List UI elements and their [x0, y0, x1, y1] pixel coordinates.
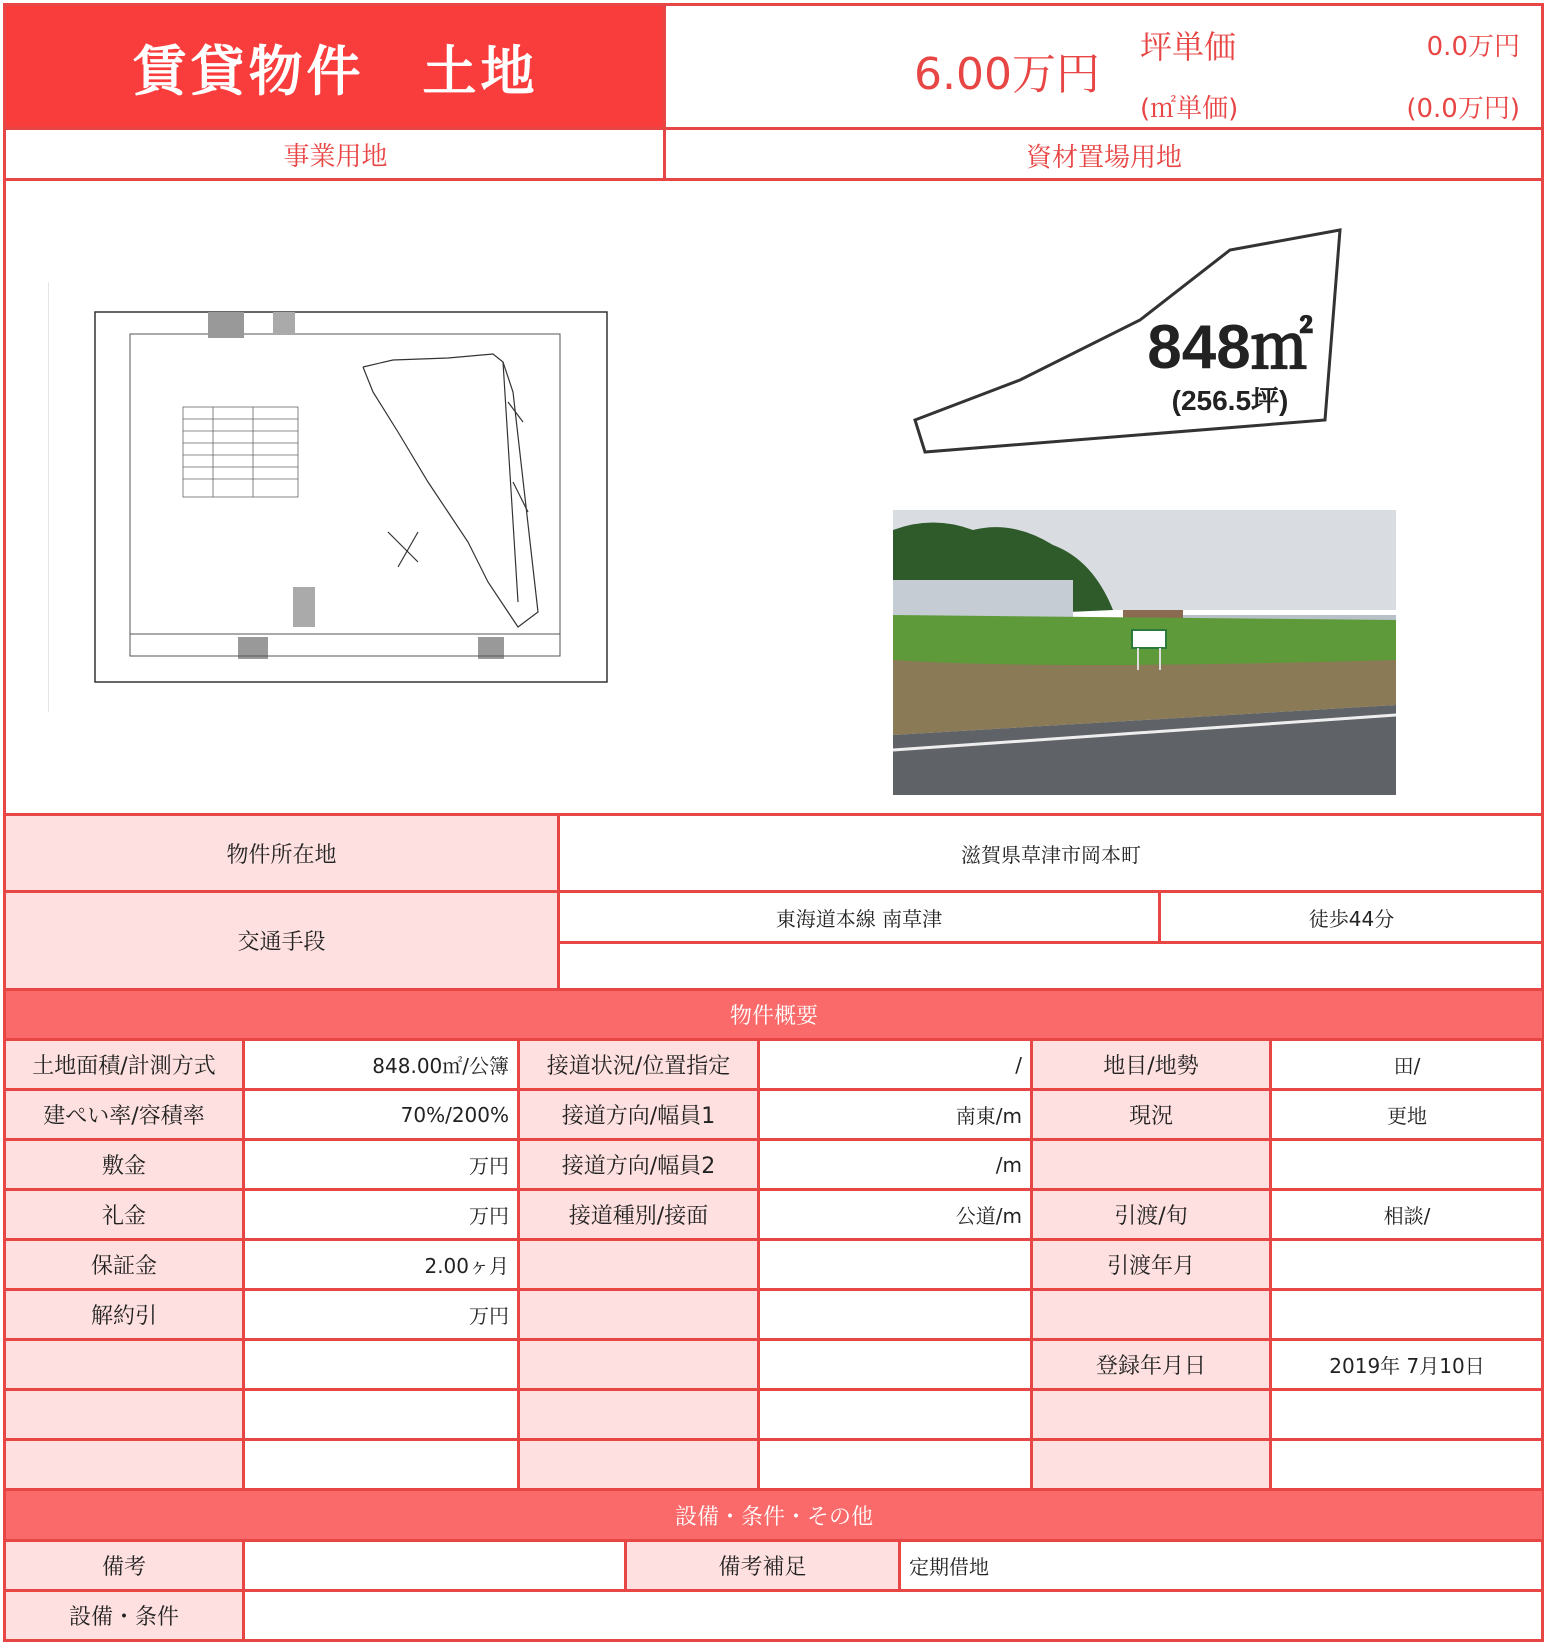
tsubo-price-label: 坪単価 — [1140, 28, 1237, 66]
overview-label-a: 敷金 — [6, 1141, 242, 1188]
overview-value-a — [245, 1341, 517, 1388]
location-value: 滋賀県草津市岡本町 — [961, 842, 1141, 867]
overview-label-b — [520, 1241, 757, 1288]
overview-value-c: 相談/ — [1383, 1204, 1431, 1228]
overview-label-b: 接道種別/接面 — [520, 1191, 757, 1238]
overview-value-a: 万円 — [469, 1204, 509, 1228]
overview-title: 物件概要 — [6, 991, 1542, 1038]
overview-value-b: /m — [995, 1152, 1022, 1177]
m2-price-label: (㎡単価) — [1140, 94, 1239, 124]
m2-price-value: (0.0万円) — [1406, 94, 1520, 124]
rent-price: 6.00万円 — [914, 49, 1100, 100]
overview-label-c — [1033, 1291, 1269, 1338]
overview-label-a — [6, 1391, 242, 1438]
survey-plan-image — [48, 282, 662, 712]
overview-label-a: 保証金 — [6, 1241, 242, 1288]
overview-value-b: / — [1015, 1052, 1022, 1077]
overview-label-c — [1033, 1141, 1269, 1188]
land-shape-diagram — [900, 220, 1360, 460]
overview-label-c: 引渡/旬 — [1033, 1191, 1269, 1238]
overview-label-b: 接道方向/幅員2 — [520, 1141, 757, 1188]
tsubo-price-value: 0.0万円 — [1426, 32, 1520, 62]
overview-label-a: 土地面積/計測方式 — [6, 1041, 242, 1088]
overview-value-c: 2019年 7月10日 — [1329, 1354, 1485, 1378]
listing-title: 賃貸物件 土地 — [6, 6, 665, 129]
overview-value-b — [760, 1391, 1030, 1438]
overview-label-c: 引渡年月 — [1033, 1241, 1269, 1288]
overview-label-b — [520, 1391, 757, 1438]
overview-value-c: 田/ — [1393, 1054, 1421, 1078]
overview-label-b — [520, 1441, 757, 1488]
overview-label-a — [6, 1341, 242, 1388]
overview-label-a — [6, 1441, 242, 1488]
overview-value-b: 南東/m — [955, 1104, 1022, 1128]
remarks-extra-value: 定期借地 — [909, 1555, 989, 1579]
overview-label-b — [520, 1291, 757, 1338]
overview-label-c: 現況 — [1033, 1091, 1269, 1138]
transport-label: 交通手段 — [6, 893, 557, 988]
overview-value-c — [1272, 1141, 1542, 1188]
remarks-extra-label: 備考補足 — [627, 1542, 898, 1589]
site-photo — [893, 510, 1396, 795]
overview-label-b: 接道状況/位置指定 — [520, 1041, 757, 1088]
overview-value-a — [245, 1391, 517, 1438]
overview-label-c: 登録年月日 — [1033, 1341, 1269, 1388]
conditions-label: 設備・条件 — [6, 1592, 242, 1639]
overview-value-b: 公道/m — [955, 1204, 1022, 1228]
overview-label-b: 接道方向/幅員1 — [520, 1091, 757, 1138]
overview-value-b — [760, 1241, 1030, 1288]
overview-label-c — [1033, 1441, 1269, 1488]
category-left: 事業用地 — [283, 141, 388, 172]
overview-value-c — [1272, 1391, 1542, 1438]
conditions-value — [245, 1592, 1542, 1639]
overview-value-a: 2.00ヶ月 — [424, 1254, 509, 1278]
area-main-text: 848㎡ — [1147, 313, 1313, 382]
area-sub-text: (256.5坪) — [1171, 385, 1289, 416]
remarks-value — [245, 1542, 624, 1589]
transport-line: 東海道本線 南草津 — [775, 906, 943, 931]
overview-value-c — [1272, 1241, 1542, 1288]
overview-label-b — [520, 1341, 757, 1388]
overview-value-a — [245, 1441, 517, 1488]
category-right: 資材置場用地 — [1025, 142, 1182, 173]
overview-value-a: 万円 — [469, 1304, 509, 1328]
transport-walk: 徒歩44分 — [1308, 906, 1395, 931]
overview-label-a: 解約引 — [6, 1291, 242, 1338]
overview-value-c — [1272, 1441, 1542, 1488]
overview-value-b — [760, 1441, 1030, 1488]
overview-value-a: 848.00㎡/公簿 — [372, 1054, 509, 1078]
location-label: 物件所在地 — [6, 816, 557, 890]
overview-value-c — [1272, 1291, 1542, 1338]
overview-value-a: 70%/200% — [400, 1102, 509, 1127]
overview-value-a: 万円 — [469, 1154, 509, 1178]
overview-value-b — [760, 1341, 1030, 1388]
overview-label-a: 礼金 — [6, 1191, 242, 1238]
facilities-title: 設備・条件・その他 — [6, 1491, 1542, 1539]
remarks-label: 備考 — [6, 1542, 242, 1589]
overview-label-a: 建ぺい率/容積率 — [6, 1091, 242, 1138]
overview-label-c: 地目/地勢 — [1033, 1041, 1269, 1088]
overview-label-c — [1033, 1391, 1269, 1438]
overview-value-c: 更地 — [1387, 1104, 1427, 1128]
overview-value-b — [760, 1291, 1030, 1338]
